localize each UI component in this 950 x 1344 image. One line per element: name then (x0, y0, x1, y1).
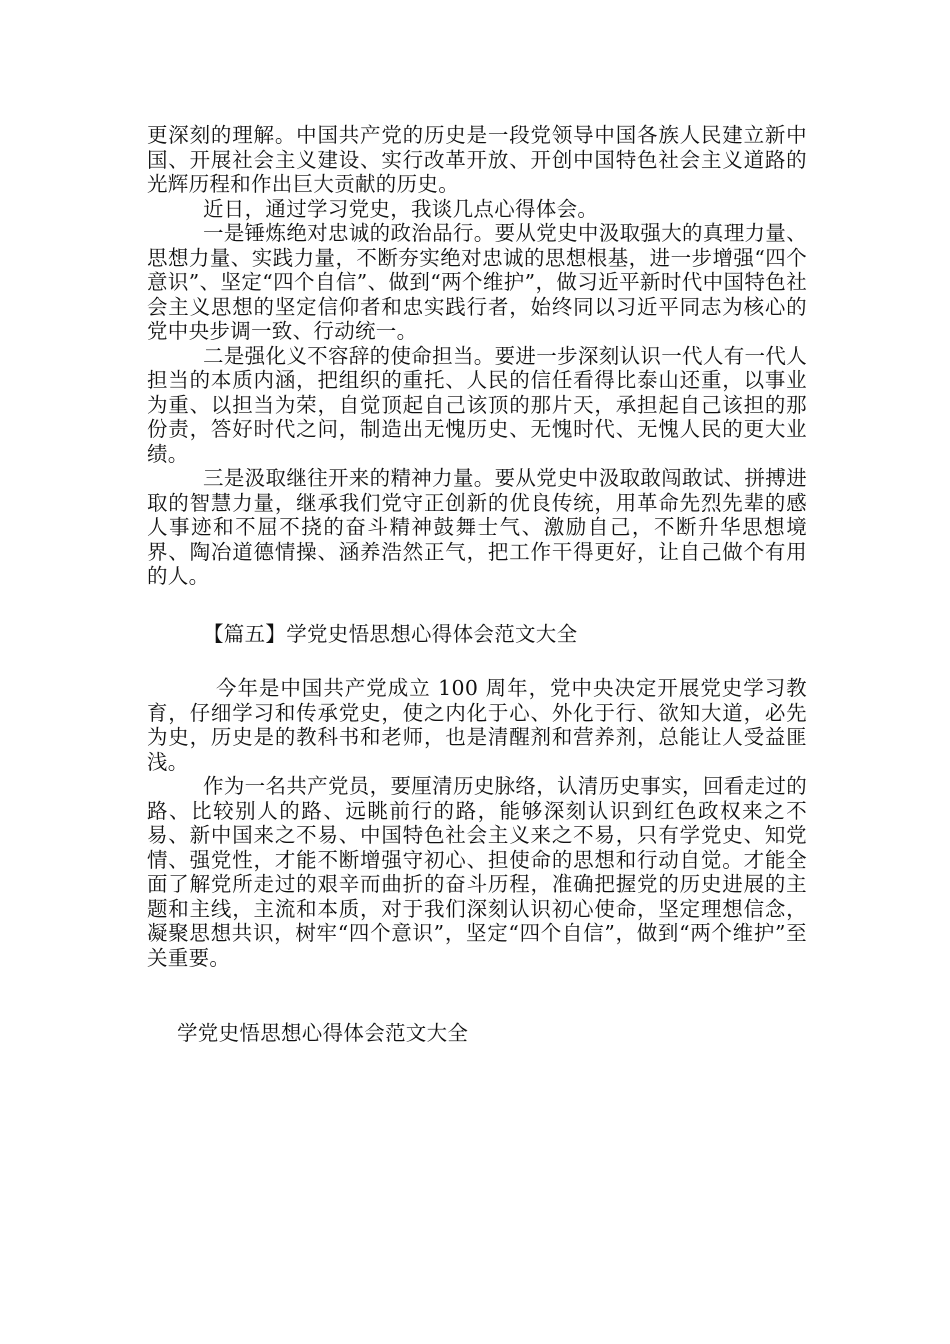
paragraph: 今年是中国共产党成立 100 周年，党中央决定开展党史学习教育，仔细学习和传承党史，使之内化于心、外化于行、欲知大道，必先为史，历史是的教科书和老师，也是清醒剂和营养剂，总能让人受益匪浅。 (147, 676, 807, 774)
section-b-body (147, 676, 807, 970)
paragraph: 一是锤炼绝对忠诚的政治品行。要从党史中汲取强大的真理力量、思想力量、实践力量，不断夯实绝对忠诚的思想根基，进一步增强“四个意识”、坚定“四个自信”、做到“两个维护”，做习近平新时代中国特色社会主义思想的坚定信仰者和忠实践行者，始终同以习近平同志为核心的党中央步调一致、行动统一。 (147, 221, 807, 343)
paragraph: 近日，通过学习党史，我谈几点心得体会。 (203, 196, 599, 221)
paragraph: 三是汲取继往开来的精神力量。要从党史中汲取敢闯敢试、拼搏进取的智慧力量，继承我们党守正创新的优良传统，用革命先烈先辈的感人事迹和不屈不挠的奋斗精神鼓舞士气、激励自己，不断升华思想境界、陶冶道德情操、涵养浩然正气，把工作干得更好，让自己做个有用的人。 (147, 466, 807, 588)
section-heading: 【篇五】学党史悟思想心得体会范文大全 (203, 622, 578, 646)
paragraph: 更深刻的理解。中国共产党的历史是一段党领导中国各族人民建立新中国、开展社会主义建设、实行改革开放、开创中国特色社会主义道路的光辉历程和作出巨大贡献的历史。 (147, 123, 807, 196)
footer-title: 学党史悟思想心得体会范文大全 (177, 1021, 469, 1045)
section-a-body (147, 123, 807, 589)
paragraph: 二是强化义不容辞的使命担当。要进一步深刻认识一代人有一代人担当的本质内涵，把组织的重托、人民的信任看得比泰山还重，以事业为重、以担当为荣，自觉顶起自己该顶的那片天，承担起自己该担的那份责，答好时代之问，制造出无愧历史、无愧时代、无愧人民的更大业绩。 (147, 343, 807, 466)
paragraph: 作为一名共产党员，要厘清历史脉络，认清历史事实，回看走过的路、比较别人的路、远眺前行的路，能够深刻认识到红色政权来之不易、新中国来之不易、中国特色社会主义来之不易，只有学党史、知党情、强党性，才能不断增强守初心、担使命的思想和行动自觉。才能全面了解党所走过的艰辛而曲折的奋斗历程，准确把握党的历史进展的主题和主线，主流和本质，对于我们深刻认识初心使命，坚定理想信念，凝聚思想共识，树牢“四个意识”，坚定“四个自信”，做到“两个维护”至关重要。 (147, 774, 807, 970)
